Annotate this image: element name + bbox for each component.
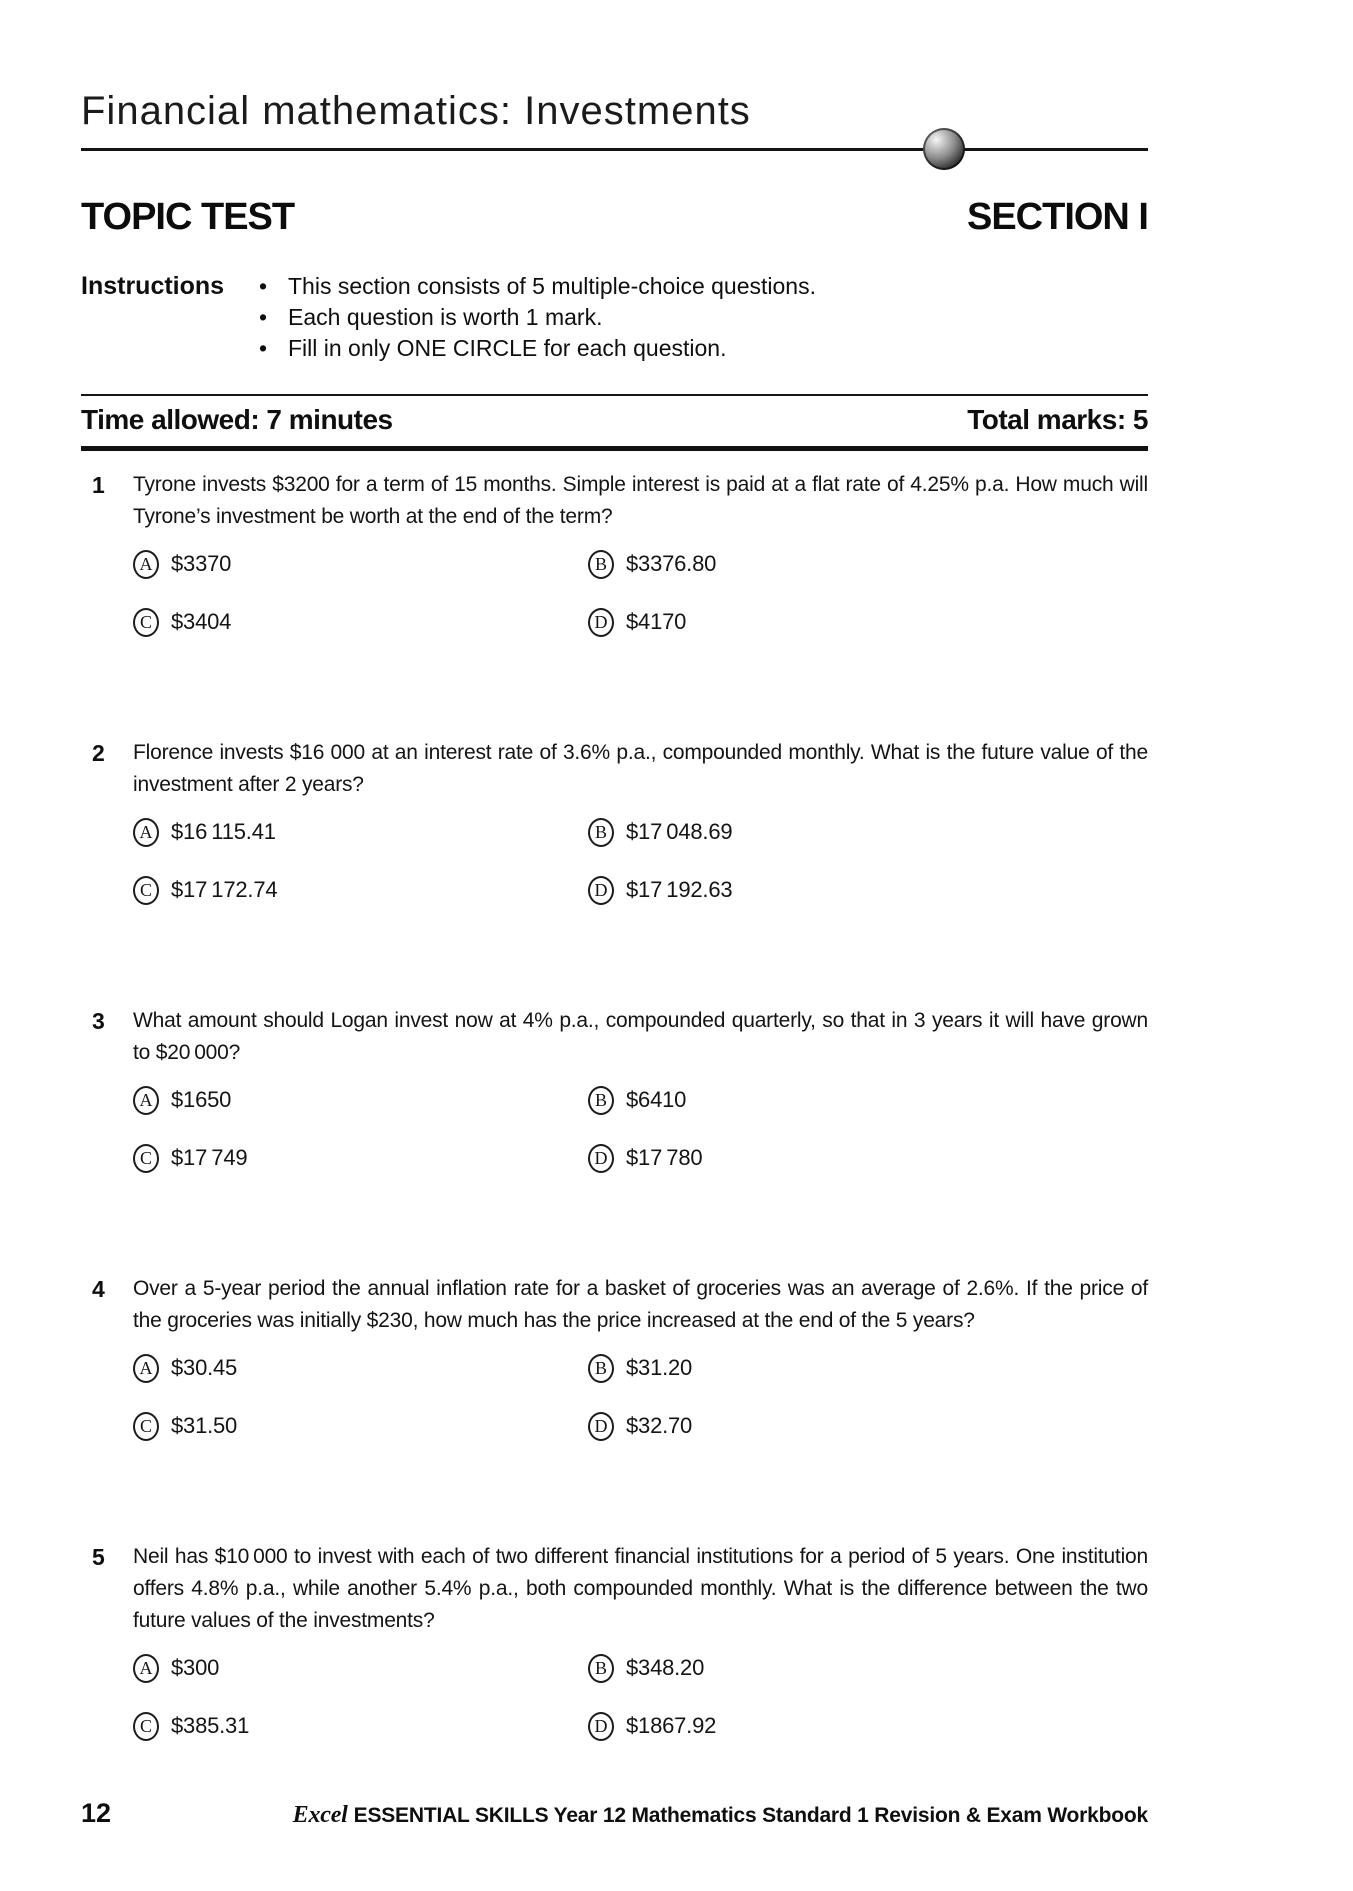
- page-number: 12: [81, 1798, 112, 1828]
- test-meta-row: [81, 394, 1148, 451]
- question-number: 1: [92, 472, 105, 498]
- option-value: $17 172.74: [171, 877, 278, 902]
- answer-bubble-icon: A: [133, 1086, 159, 1115]
- question-3: [81, 1005, 1148, 1173]
- answer-bubble-icon: B: [588, 1086, 614, 1115]
- option-value: $4170: [626, 609, 687, 634]
- answer-bubble-icon: B: [588, 550, 614, 579]
- option-value: $17 749: [171, 1145, 248, 1170]
- instruction-item: • This section consists of 5 multiple-choice questions.: [245, 271, 1148, 302]
- question-options: [133, 1353, 1148, 1441]
- option-a: [133, 549, 588, 579]
- option-value: $3376.80: [626, 551, 717, 576]
- question-text: Over a 5-year period the annual inflation rate for a basket of groceries was an average of 2.6%. If the price of the groceries was initially $230, how much has the price increased at the end of the 5 years?: [133, 1277, 1148, 1332]
- instruction-item: • Fill in only ONE CIRCLE for each question.: [245, 333, 1148, 364]
- option-value: $300: [171, 1655, 220, 1680]
- option-value: $31.50: [171, 1413, 238, 1438]
- topic-test-heading: TOPIC TEST: [81, 196, 295, 238]
- answer-bubble-icon: D: [588, 1144, 614, 1173]
- question-4: [81, 1273, 1148, 1441]
- option-d: [588, 875, 1148, 905]
- answer-bubble-icon: B: [588, 1654, 614, 1683]
- answer-bubble-icon: D: [588, 608, 614, 637]
- answer-bubble-icon: A: [133, 1354, 159, 1383]
- question-text: Florence invests $16 000 at an interest rate of 3.6% p.a., compounded monthly. What is the future value of the investment after 2 years?: [133, 741, 1148, 796]
- option-value: $385.31: [171, 1713, 250, 1738]
- option-value: $17 048.69: [626, 819, 733, 844]
- option-c: [133, 1143, 588, 1173]
- option-a: [133, 1353, 588, 1383]
- option-value: $30.45: [171, 1355, 238, 1380]
- answer-bubble-icon: B: [588, 1354, 614, 1383]
- question-options: [133, 549, 1148, 637]
- answer-bubble-icon: B: [588, 818, 614, 847]
- option-value: $16 115.41: [171, 819, 276, 844]
- question-number: 2: [92, 740, 105, 766]
- answer-bubble-icon: C: [133, 608, 159, 637]
- option-value: $1867.92: [626, 1713, 717, 1738]
- option-value: $17 192.63: [626, 877, 733, 902]
- book-title: [293, 1802, 1148, 1829]
- total-marks: Total marks: 5: [967, 404, 1148, 435]
- sphere-ornament-icon: [923, 128, 965, 170]
- question-1: [81, 469, 1148, 637]
- answer-bubble-icon: C: [133, 876, 159, 905]
- question-options: [133, 1085, 1148, 1173]
- question-options: [133, 817, 1148, 905]
- answer-bubble-icon: A: [133, 818, 159, 847]
- question-number: 3: [92, 1008, 105, 1034]
- option-a: [133, 1085, 588, 1115]
- question-number: 4: [92, 1276, 105, 1302]
- question-text: Neil has $10 000 to invest with each of two different financial institutions for a period of 5 years. One institution offers 4.8% p.a., while another 5.4% p.a., both compounded monthly. What is the difference between the two future values of the investments?: [133, 1545, 1148, 1632]
- option-c: [133, 1711, 588, 1741]
- answer-bubble-icon: D: [588, 1712, 614, 1741]
- question-number: 5: [92, 1544, 105, 1570]
- option-value: $1650: [171, 1087, 232, 1112]
- answer-bubble-icon: A: [133, 550, 159, 579]
- page-title: Financial mathematics: Investments: [81, 89, 751, 133]
- answer-bubble-icon: A: [133, 1654, 159, 1683]
- option-value: $6410: [626, 1087, 687, 1112]
- answer-bubble-icon: D: [588, 876, 614, 905]
- instructions-label: Instructions: [81, 272, 225, 300]
- time-allowed: Time allowed: 7 minutes: [81, 404, 393, 435]
- option-d: [588, 1411, 1148, 1441]
- answer-bubble-icon: D: [588, 1412, 614, 1441]
- option-d: [588, 607, 1148, 637]
- option-b: [588, 817, 1148, 847]
- answer-bubble-icon: C: [133, 1144, 159, 1173]
- option-c: [133, 1411, 588, 1441]
- instruction-item: • Each question is worth 1 mark.: [245, 302, 1148, 333]
- option-b: [588, 1085, 1148, 1115]
- option-value: $17 780: [626, 1145, 703, 1170]
- option-b: [588, 1353, 1148, 1383]
- option-value: $32.70: [626, 1413, 693, 1438]
- instructions-block: [81, 271, 1148, 364]
- answer-bubble-icon: C: [133, 1712, 159, 1741]
- option-d: [588, 1711, 1148, 1741]
- option-value: $348.20: [626, 1655, 705, 1680]
- option-b: [588, 549, 1148, 579]
- book-title-text: ESSENTIAL SKILLS Year 12 Mathematics Standard 1 Revision & Exam Workbook: [353, 1804, 1148, 1827]
- option-d: [588, 1143, 1148, 1173]
- question-5: [81, 1541, 1148, 1741]
- answer-bubble-icon: C: [133, 1412, 159, 1441]
- question-options: [133, 1653, 1148, 1741]
- title-divider: [81, 148, 1148, 151]
- option-value: $31.20: [626, 1355, 693, 1380]
- section-heading: SECTION I: [966, 196, 1148, 238]
- option-a: [133, 1653, 588, 1683]
- option-b: [588, 1653, 1148, 1683]
- question-2: [81, 737, 1148, 905]
- option-c: [133, 875, 588, 905]
- question-text: Tyrone invests $3200 for a term of 15 months. Simple interest is paid at a flat rate of 4.25% p.a. How much will Tyrone’s investment be worth at the end of the term?: [133, 473, 1148, 528]
- page-footer: [81, 1798, 1148, 1829]
- option-a: [133, 817, 588, 847]
- option-value: $3370: [171, 551, 232, 576]
- option-value: $3404: [171, 609, 232, 634]
- option-c: [133, 607, 588, 637]
- brand-name: Excel: [292, 1802, 348, 1828]
- question-text: What amount should Logan invest now at 4% p.a., compounded quarterly, so that in 3 years it will have grown to $20 000?: [133, 1009, 1148, 1064]
